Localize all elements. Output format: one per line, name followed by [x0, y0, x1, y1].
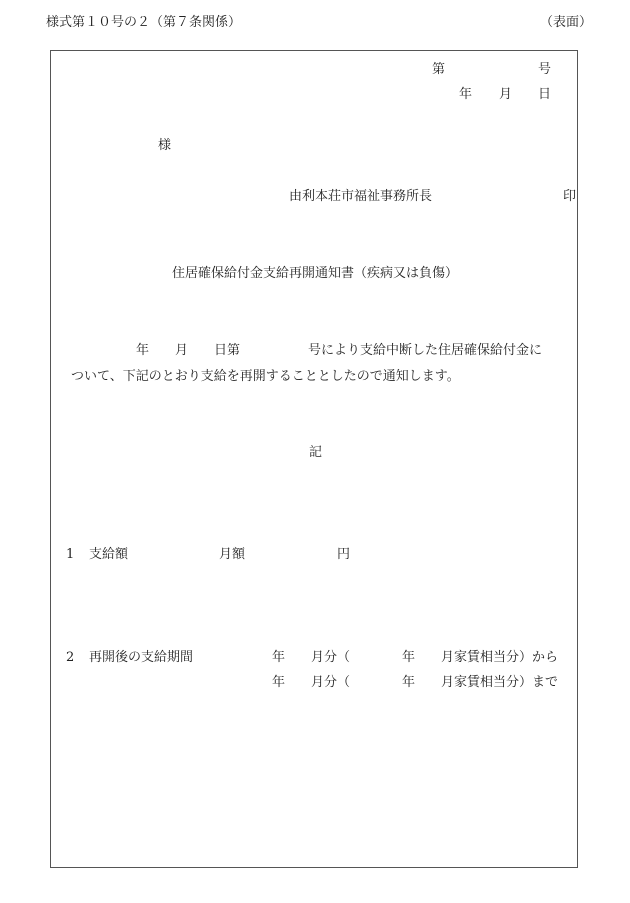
body-month: 月 [175, 343, 189, 358]
item1-label: 支給額 [89, 547, 129, 562]
item1-yen: 円 [337, 547, 351, 562]
body-year: 年 [136, 343, 150, 358]
item2-from-year: 年 [272, 650, 286, 665]
item2-from-rent-text: 月家賃相当分）から [441, 650, 559, 665]
item2-from-month: 月分（ [311, 650, 351, 665]
issuer-name: 由利本荘市福祉事務所長 [289, 189, 433, 204]
body-line2-text: ついて、下記のとおり支給を再開することとしたので通知します。 [71, 369, 460, 384]
date-month: 月 [499, 87, 513, 102]
issuer-seal: 印 [563, 189, 577, 204]
item2-label: 再開後の支給期間 [89, 650, 194, 665]
item2-to-rent-text: 月家賃相当分）まで [441, 675, 559, 690]
item2-to-month: 月分（ [311, 675, 351, 690]
item2-from-rent-year: 年 [402, 650, 416, 665]
item2-to-year: 年 [272, 675, 286, 690]
doc-number-dai: 第 [432, 62, 446, 77]
ki-label: 記 [309, 445, 323, 460]
date-day: 日 [538, 87, 552, 102]
body-line1-text: 号により支給中断した住居確保給付金に [308, 343, 543, 358]
item1-monthly: 月額 [219, 547, 246, 562]
item2-to-rent-year: 年 [402, 675, 416, 690]
recipient-honorific: 様 [158, 138, 172, 153]
document-title: 住居確保給付金支給再開通知書（疾病又は負傷） [172, 266, 459, 281]
doc-number-go: 号 [538, 62, 552, 77]
side-label: （表面） [540, 15, 593, 30]
item1-number: 1 [66, 547, 75, 562]
item2-number: 2 [66, 650, 75, 665]
form-number: 様式第１０号の２（第７条関係） [46, 15, 242, 30]
body-day-dai: 日第 [214, 343, 241, 358]
date-year: 年 [459, 87, 473, 102]
